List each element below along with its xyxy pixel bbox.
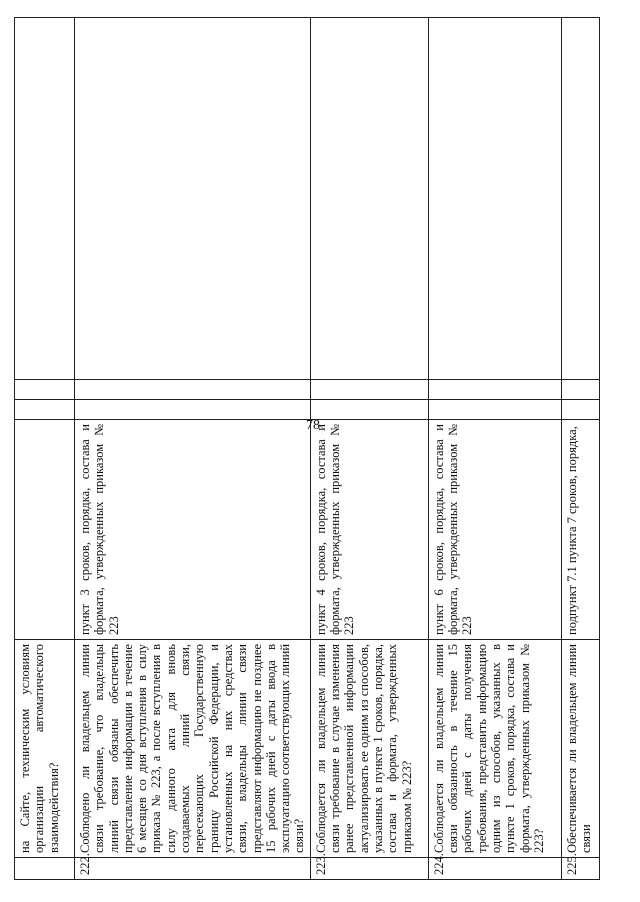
- comment-cell: [561, 18, 599, 380]
- comment-cell: [428, 18, 561, 380]
- table-row: [310, 18, 428, 880]
- row-number: 222.: [75, 858, 311, 880]
- question-cell: Соблюдается ли владельцем линии связи обязанность в течение 15 рабочих дней с даты получения требования, представить информацию одним из способов, указанных в пункте 1 сроков, порядка, состава и формата, утвержденных приказом № 223?: [428, 640, 561, 858]
- question-cell: Соблюдается ли владельцем линии связи требование в случае изменения ранее представленной информации актуализировать ее одним из способов, указанных в пункте 1 сроков, порядка, состава и формата, утвержденных приказом № 223?: [310, 640, 428, 858]
- answer-cell: [75, 380, 311, 400]
- comment-cell: [310, 18, 428, 380]
- answer-cell: [428, 380, 561, 400]
- question-cell: на Сайте, техническим условиям организации автоматического взаимодействия?: [15, 640, 75, 858]
- answer-cell: [561, 380, 599, 400]
- reference-cell: [15, 420, 75, 640]
- reference-cell: пункт 3 сроков, порядка, состава и формата, утвержденных приказом № 223: [75, 420, 311, 640]
- answer-cell: [310, 400, 428, 420]
- table-row: [561, 18, 599, 880]
- reference-cell: пункт 4 сроков, порядка, состава и формата, утвержденных приказом № 223: [310, 420, 428, 640]
- comment-cell: [75, 18, 311, 380]
- reference-cell: подпункт 7.1 пункта 7 сроков, порядка,: [561, 420, 599, 640]
- row-number: 224.: [428, 858, 561, 880]
- checklist-table: [14, 17, 600, 880]
- table-row: [428, 18, 561, 880]
- question-cell: Обеспечивается ли владельцем линии связи: [561, 640, 599, 858]
- reference-cell: пункт 6 сроков, порядка, состава и формата, утвержденных приказом № 223: [428, 420, 561, 640]
- answer-cell: [561, 400, 599, 420]
- table-row: [75, 18, 311, 880]
- answer-cell: [310, 380, 428, 400]
- row-number: 223.: [310, 858, 428, 880]
- answer-cell: [15, 400, 75, 420]
- row-number: 225.: [561, 858, 599, 880]
- page-number: 78: [306, 418, 320, 433]
- answer-cell: [428, 400, 561, 420]
- answer-cell: [15, 380, 75, 400]
- comment-cell: [15, 18, 75, 380]
- table-row: [15, 18, 75, 880]
- rotated-checklist-table: [14, 18, 600, 880]
- row-number: [15, 858, 75, 880]
- answer-cell: [75, 400, 311, 420]
- question-cell: Соблюдено ли владельцем линии связи требование, что владельцы линий связи обязаны обеспечить представление информации в течение 6 месяцев со дня вступления в силу приказа № 223, а после вступления в силу данного акта для вновь создаваемых линий связи, пересекающих Государственную границу Российской Федерации, и установленных на них средствах связи, владельцы линии связи представляют информацию не позднее 15 рабочих дней с даты ввода в эксплуатацию соответствующих линий связи?: [75, 640, 311, 858]
